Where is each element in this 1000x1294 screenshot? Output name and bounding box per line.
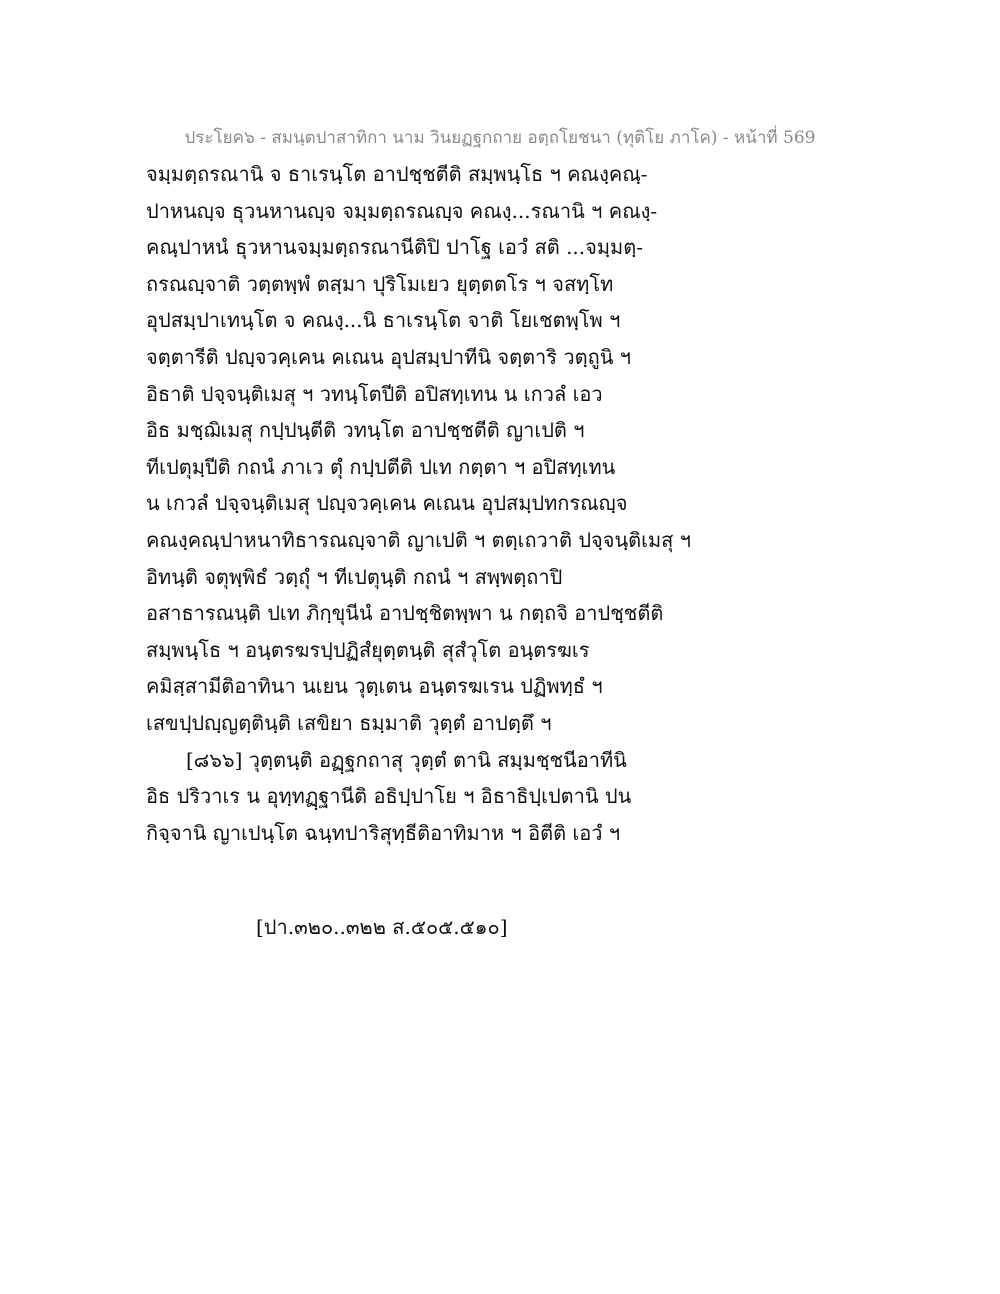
body-text: [146, 156, 846, 851]
page-header: ประโยค๖ - สมนฺตปาสาทิกา นาม วินยฏฐกถาย อตฺถโยชนา (ทุติโย ภาโค) - หน้าที่ 569: [184, 128, 816, 148]
text-line: อิทนฺติ จตุพฺพิธํ วตฺถุํ ฯ ทีเปตุนฺติ กถนํ ฯ สพฺพตฺถาปิ: [146, 564, 563, 589]
text-line: อิธ มชฺฌิเมสุ กปฺปนฺตีติ วทนฺโต อาปชฺชตีติ ญาเปติ ฯ: [146, 418, 585, 443]
text-line: ปาหนญฺจ ธุวนหานญฺจ จมฺมตฺถรณญฺจ คณงฺ...รณานิ ฯ คณงฺ-: [146, 198, 658, 223]
text-line: น เกวลํ ปจฺจนฺติเมสุ ปญฺจวคฺเคน คเณน อุปสมฺปทกรณญฺจ: [146, 491, 628, 516]
text-line: อิธ ปริวาเร น อุทฺทฏฺฐานีติ อธิปฺปาโย ฯ อิธาธิปฺเปตานิ ปน: [146, 784, 632, 809]
source-reference: [ปา.๓๒๐..๓๒๒ ส.๕๐๕.๕๑๐]: [256, 915, 508, 939]
text-line: คมิสฺสามีติอาทินา นเยน วุตฺเตน อนฺตรฆเรน ปฏิพทฺธํ ฯ: [146, 674, 603, 699]
text-line: คณงฺคณฺปาหนาทิธารณญฺจาติ ญาเปติ ฯ ตตฺเถวาติ ปจฺจนฺติเมสุ ฯ: [146, 527, 691, 552]
text-line: ถรณญฺจาติ วตฺตพฺพํ ตสฺมา ปุริโมเยว ยุตฺตตโร ฯ จสทฺโท: [146, 271, 614, 296]
text-line: จมฺมตฺถรณานิ จ ธาเรนฺโต อาปชฺชตีติ สมฺพนฺโธ ฯ คณงฺคณฺ-: [146, 162, 648, 186]
text-line: อิธาติ ปจฺจนฺติเมสุ ฯ วทนฺโตปีติ อปิสทฺเทน น เกวลํ เอว: [146, 381, 603, 406]
text-line: เสขปฺปญฺญตฺตินฺติ เสขิยา ธมฺมาติ วุตฺตํ อาปตฺตึ ฯ: [146, 710, 552, 735]
paragraph-start-line: [๘๖๖] วุตฺตนฺติ อฏฺฐกถาสุ วุตฺตํ ตานิ สมฺมชฺชนีอาทีนิ: [186, 747, 627, 772]
text-line: จตฺตารีติ ปญฺจวคฺเคน คเณน อุปสมฺปาทีนิ จตฺตาริ วตฺถูนิ ฯ: [146, 344, 631, 369]
text-line: อุปสมฺปาเทนฺโต จ คณงฺ...นิ ธาเรนฺโต จาติ โยเชตพฺโพ ฯ: [146, 308, 621, 333]
text-line: ทีเปตุมฺปีติ กถนํ ภาเว ตุํ กปฺปตีติ ปเท กตฺตา ฯ อปิสทฺเทน: [146, 454, 616, 479]
text-line: คณฺปาหนํ ธุวหานจมฺมตฺถรณานีติปิ ปาโฐ เอวํ สติ ...จมฺมตฺ-: [146, 235, 643, 260]
text-line: อสาธารณนฺติ ปเท ภิกฺขุนีนํ อาปชฺชิตพฺพา น กตฺถจิ อาปชฺชตีติ: [146, 601, 664, 626]
text-line: สมฺพนฺโธ ฯ อนฺตรฆรปฺปฏิสํยุตฺตนฺติ สุสํวุโต อนฺตรฆเร: [146, 637, 590, 662]
text-line: กิจฺจานิ ญาเปนฺโต ฉนฺทปาริสุทฺธีติอาทิมาห ฯ อิตีติ เอวํ ฯ: [146, 820, 621, 845]
